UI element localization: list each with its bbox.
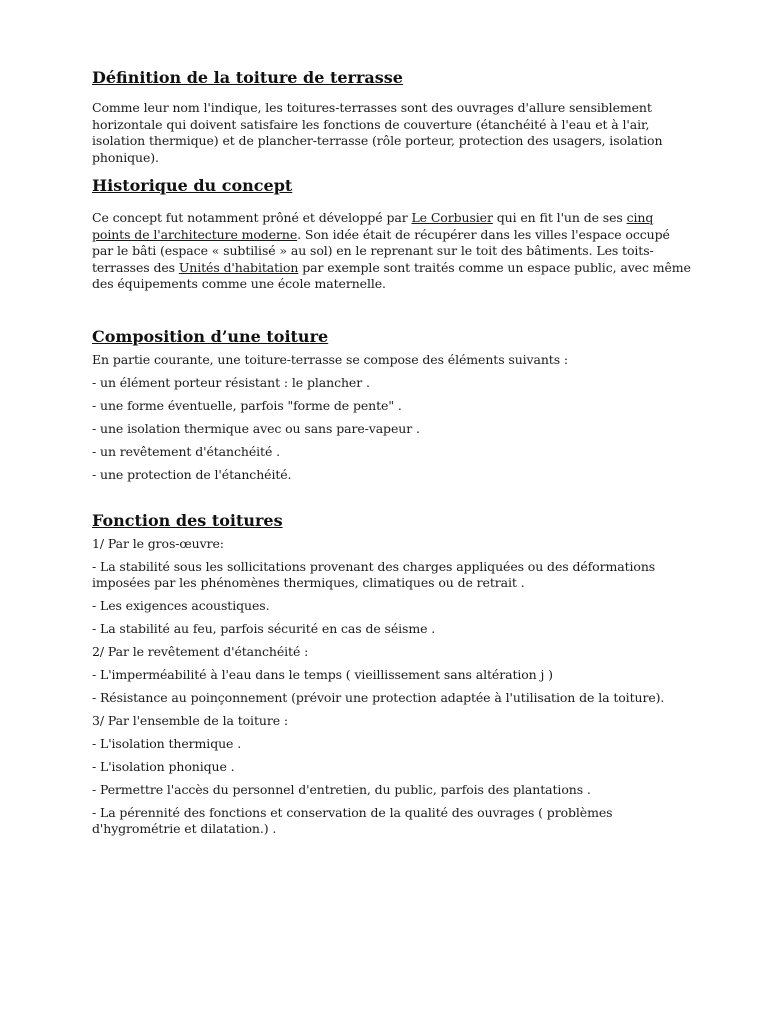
fonction-line: - La pérennité des fonctions et conservation de la qualité des ouvrages ( problèmes d'hygrométrie et dilatation.) .	[92, 804, 613, 836]
composition-item: - une forme éventuelle, parfois "forme de pente" .	[92, 397, 402, 413]
historique-text-1: Ce concept fut notamment prôné et développé par	[92, 210, 412, 225]
section-title-fonction: Fonction des toitures	[92, 510, 283, 530]
section-title-composition: Composition d’une toiture	[92, 326, 329, 346]
section-title-historique: Historique du concept	[92, 176, 293, 195]
composition-item: - une protection de l'étanchéité.	[92, 466, 292, 482]
fonction-line: - Résistance au poinçonnement (prévoir une protection adaptée à l'utilisation de la toiture).	[92, 689, 665, 705]
link-le-corbusier[interactable]: Le Corbusier	[411, 210, 493, 225]
fonction-line: - L'isolation phonique .	[92, 758, 235, 774]
composition-item: - un élément porteur résistant : le plancher .	[92, 374, 370, 390]
fonction-line: - L'isolation thermique .	[92, 735, 242, 751]
fonction-line: 2/ Par le revêtement d'étanchéité :	[92, 643, 309, 659]
historique-paragraph	[92, 210, 692, 293]
fonction-line: 3/ Par l'ensemble de la toiture :	[92, 712, 288, 728]
fonction-line: - La stabilité au feu, parfois sécurité en cas de séisme .	[92, 620, 436, 636]
fonction-line: - L'imperméabilité à l'eau dans le temps ( vieillissement sans altération j )	[92, 666, 553, 682]
composition-item: - un revêtement d'étanchéité .	[92, 443, 280, 459]
fonction-line: - Les exigences acoustiques.	[92, 597, 270, 613]
definition-paragraph: Comme leur nom l'indique, les toitures-terrasses sont des ouvrages d'allure sensiblement horizontale qui doivent satisfaire les fonctions de couverture (étanchéité à l'eau et à l'air, isolation thermique) et de plancher-terrasse (rôle porteur, protection des usagers, isolation phonique).	[92, 100, 663, 165]
link-unites-habitation[interactable]: Unités d'habitation	[178, 259, 299, 275]
link-cinq-points[interactable]: cinq points de l'architecture moderne	[92, 210, 654, 242]
composition-item: - une isolation thermique avec ou sans pare-vapeur .	[92, 420, 420, 436]
fonction-line: - Permettre l'accès du personnel d'entretien, du public, parfois des plantations .	[92, 781, 591, 797]
historique-text-4: par exemple sont traités comme un espace public, avec même des équipements comme une école maternelle.	[92, 259, 691, 291]
fonction-line: - La stabilité sous les sollicitations provenant des charges appliquées ou des déformations imposées par les phénomènes thermiques, climatiques ou de retrait .	[92, 558, 656, 590]
historique-text-2: qui en fit l'un de ses	[492, 210, 627, 225]
section-title-definition: Définition de la toiture de terrasse	[92, 68, 403, 87]
fonction-line: 1/ Par le gros-œuvre:	[92, 535, 224, 551]
document-page	[92, 60, 692, 837]
historique-text-3: . Son idée était de récupérer dans les villes l'espace occupé par le bâti (espace « subtilisé » au sol) en le reprenant sur le toit des bâtiments. Les toits-terrasses des	[92, 226, 670, 275]
composition-intro: En partie courante, une toiture-terrasse se compose des éléments suivants :	[92, 351, 569, 367]
